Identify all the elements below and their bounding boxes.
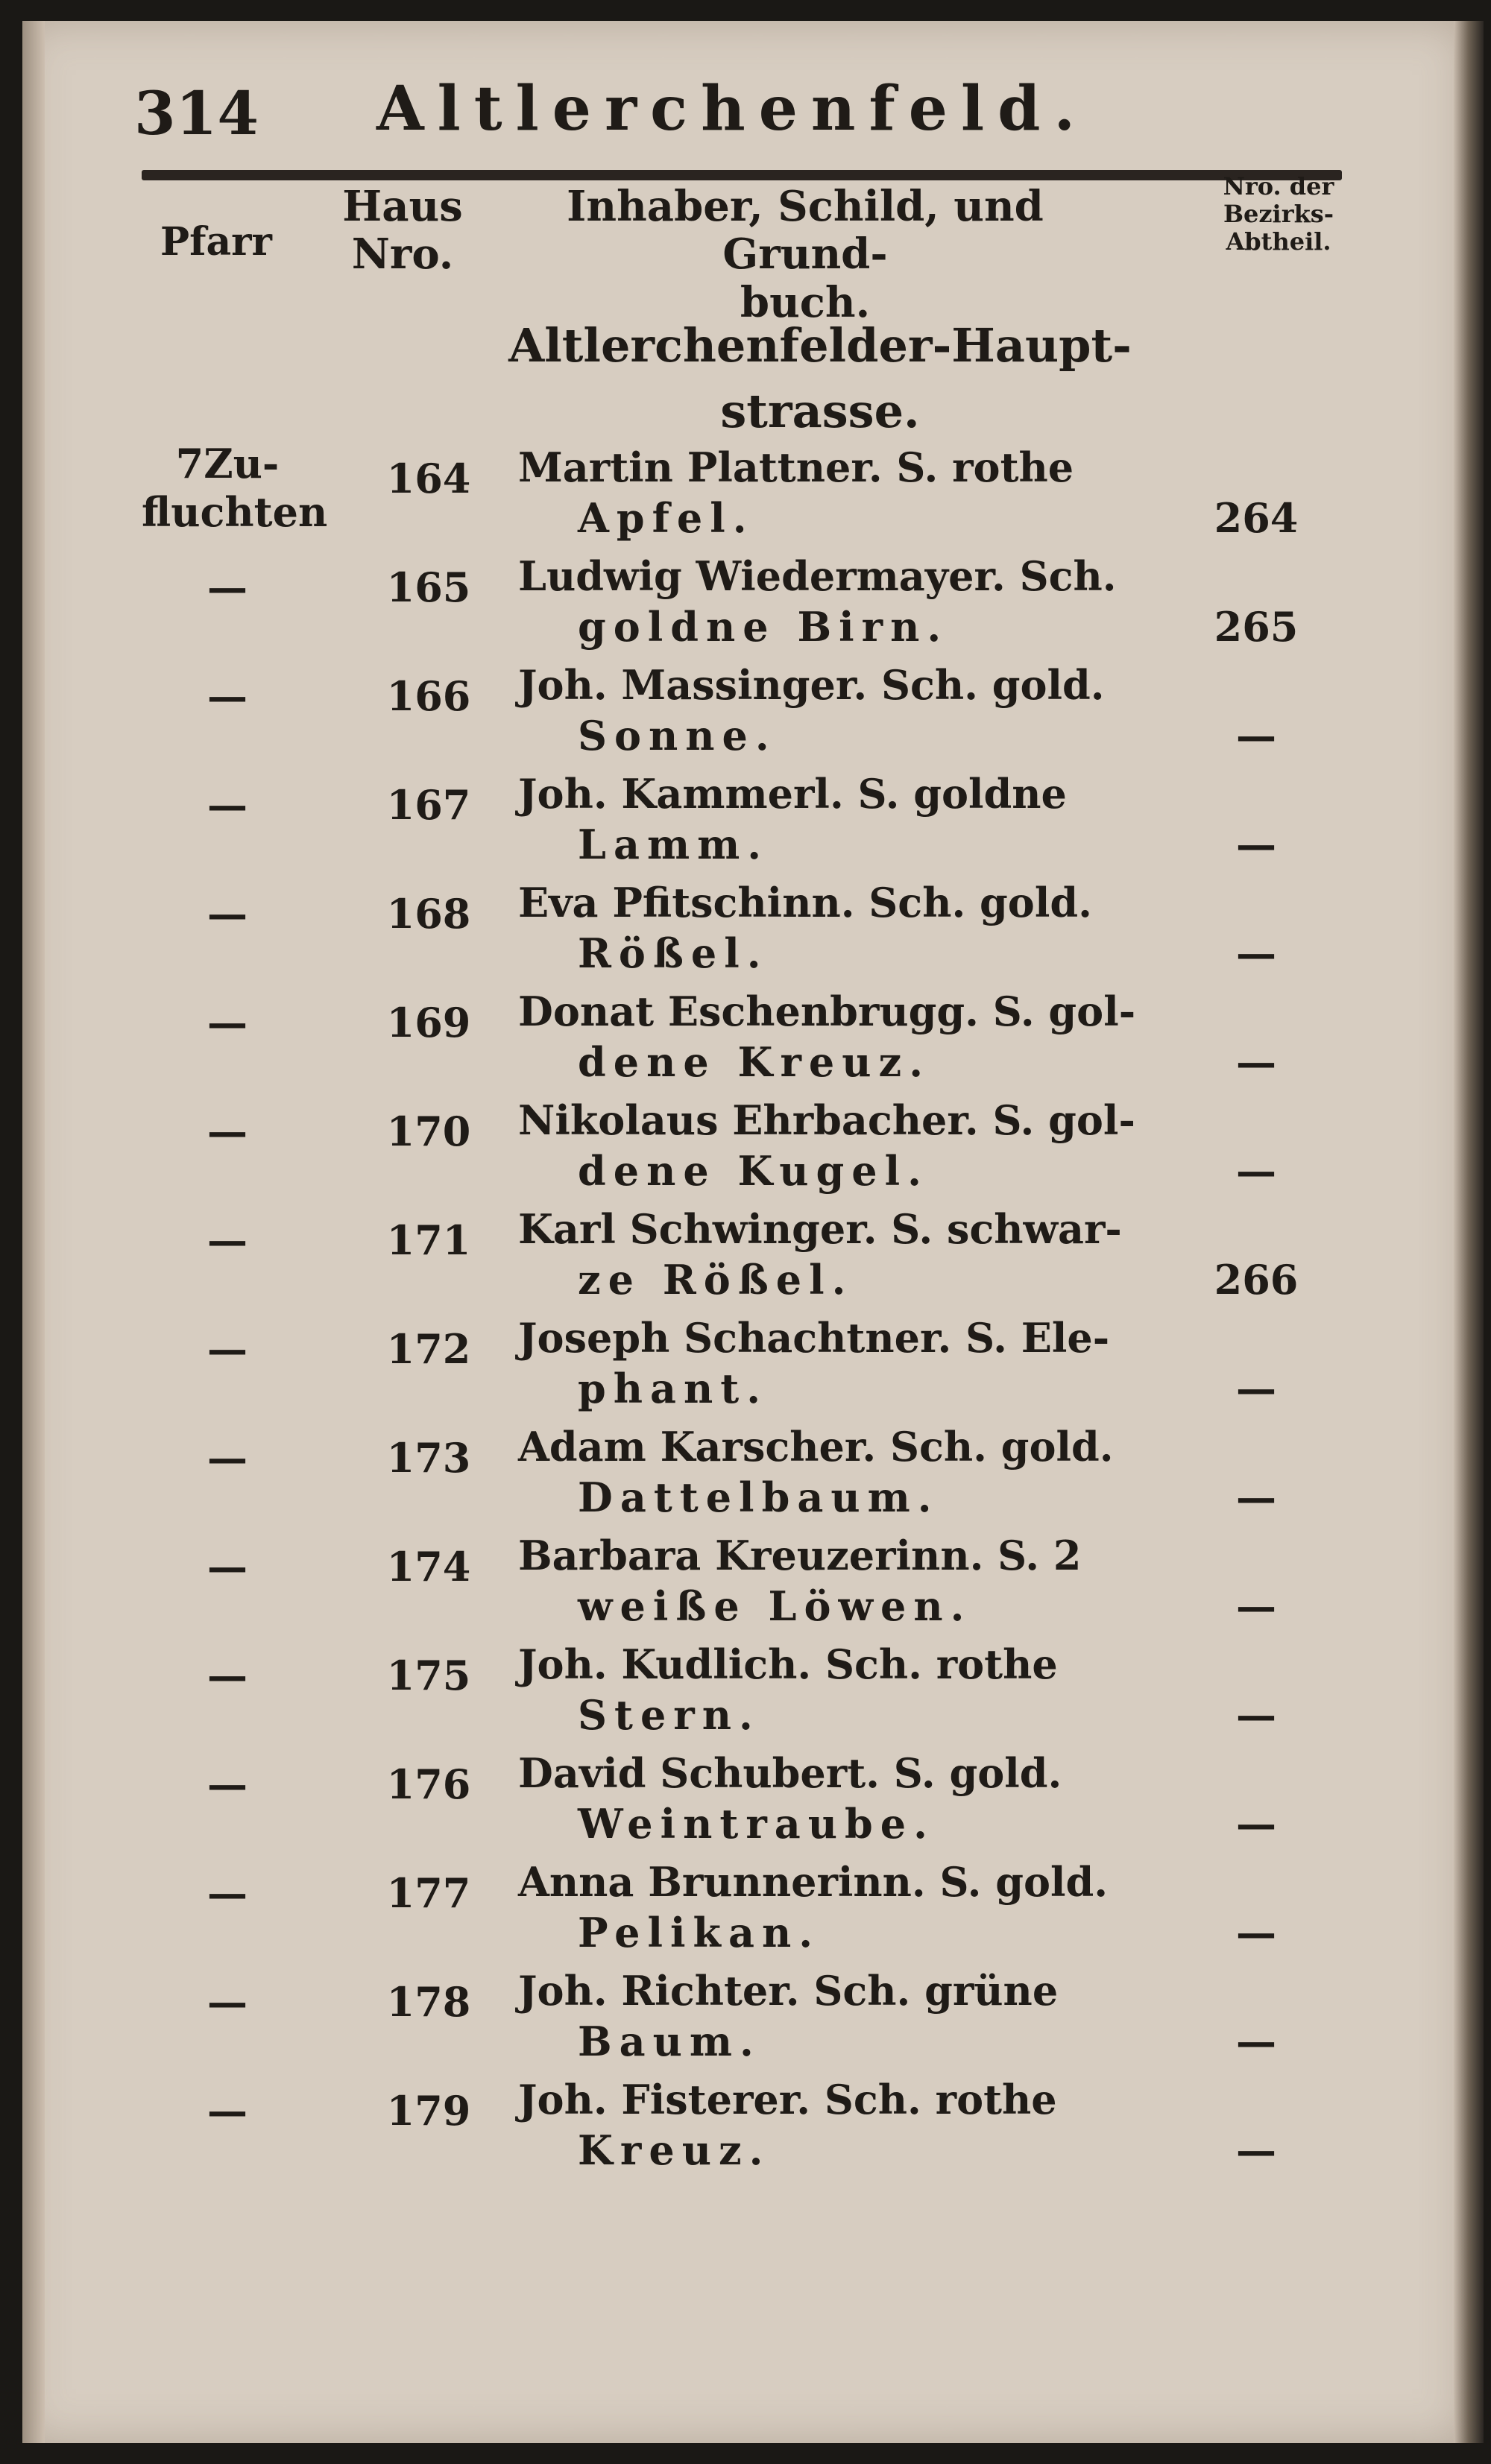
street-heading: Altlerchenfelder-Haupt- strasse.	[508, 318, 1132, 439]
house-number: 164	[386, 455, 471, 502]
entry-owner-line: Adam Karscher. Sch. gold.	[518, 1423, 1114, 1470]
entry-sign-line: Pelikan.	[578, 1909, 821, 1956]
house-number: 178	[386, 1978, 471, 2026]
column-header-inhaber: Inhaber, Schild, und Grund- buch.	[567, 182, 1044, 327]
pfarr-cell: —	[207, 1760, 248, 1808]
pfarr-cell: —	[207, 1216, 248, 1264]
column-header-pfarr: Pfarr	[160, 219, 272, 265]
entry-sign-line: Rößel.	[578, 929, 769, 977]
entry-owner-line: Ludwig Wiedermayer. Sch.	[518, 552, 1117, 600]
abtheilung-number: —	[1236, 712, 1276, 759]
house-number: 179	[386, 2087, 471, 2135]
pfarr-cell: —	[207, 999, 248, 1046]
table-row	[0, 440, 1443, 552]
table-row	[0, 1640, 1443, 1749]
house-number: 169	[386, 999, 471, 1046]
entry-owner-line: Anna Brunnerinn. S. gold.	[518, 1858, 1109, 1906]
table-row	[0, 661, 1443, 770]
house-number: 176	[386, 1760, 471, 1808]
abtheilung-number: —	[1236, 929, 1276, 977]
entry-sign-line: dene Kreuz.	[578, 1038, 930, 1086]
entry-owner-line: Joh. Kudlich. Sch. rothe	[518, 1640, 1058, 1688]
abtheilung-number: 266	[1214, 1256, 1299, 1304]
column-header-haus: Haus Nro.	[342, 182, 463, 279]
entry-owner-line: Nikolaus Ehrbacher. S. gol-	[518, 1096, 1135, 1144]
pfarr-cell: —	[207, 1434, 248, 1482]
abtheilung-number: —	[1236, 1038, 1276, 1086]
pfarr-cell: —	[207, 672, 248, 720]
entry-sign-line: dene Kugel.	[578, 1147, 929, 1195]
pfarr-cell: —	[207, 563, 248, 611]
abtheilung-number: —	[1236, 2018, 1276, 2065]
running-title: Altlerchenfeld.	[376, 73, 1088, 145]
entry-sign-line: Kreuz.	[578, 2126, 771, 2174]
house-number: 166	[386, 672, 471, 720]
page-number: 314	[134, 78, 259, 148]
abtheilung-number: 264	[1214, 494, 1299, 542]
abtheilung-number: —	[1236, 2126, 1276, 2174]
abtheilung-number: 265	[1214, 603, 1299, 651]
house-number: 167	[386, 781, 471, 829]
table-row	[0, 1858, 1443, 1967]
pfarr-cell: —	[207, 1869, 248, 1917]
pfarr-cell: —	[207, 1108, 248, 1155]
abtheilung-number: —	[1236, 1473, 1276, 1521]
entry-owner-line: Joh. Massinger. Sch. gold.	[518, 661, 1105, 709]
entry-owner-line: Barbara Kreuzerinn. S. 2	[518, 1532, 1082, 1579]
entry-owner-line: Joh. Fisterer. Sch. rothe	[518, 2076, 1057, 2123]
entry-sign-line: Baum.	[578, 2018, 761, 2065]
table-row	[0, 879, 1443, 988]
house-number: 174	[386, 1543, 471, 1590]
pfarr-cell: —	[207, 1543, 248, 1590]
page-fore-edge	[1454, 21, 1484, 2443]
entry-sign-line: Weintraube.	[578, 1800, 935, 1848]
pfarr-cell: —	[207, 781, 248, 829]
entry-owner-line: Martin Plattner. S. rothe	[518, 443, 1074, 491]
table-row	[0, 1423, 1443, 1532]
pfarr-cell: —	[207, 890, 248, 938]
table-row	[0, 1532, 1443, 1640]
entry-sign-line: Lamm.	[578, 821, 769, 868]
entry-sign-line: Dattelbaum.	[578, 1473, 939, 1521]
table-row	[0, 1205, 1443, 1314]
house-number: 173	[386, 1434, 471, 1482]
table-row	[0, 1749, 1443, 1858]
entry-sign-line: Apfel.	[578, 494, 754, 542]
entry-sign-line: Stern.	[578, 1691, 760, 1739]
entry-owner-line: David Schubert. S. gold.	[518, 1749, 1062, 1797]
entry-owner-line: Eva Pfitschinn. Sch. gold.	[518, 879, 1092, 926]
entry-owner-line: Karl Schwinger. S. schwar-	[518, 1205, 1122, 1253]
entry-sign-line: goldne Birn.	[578, 603, 949, 651]
house-number: 175	[386, 1652, 471, 1699]
abtheilung-number: —	[1236, 1365, 1276, 1412]
table-row	[0, 988, 1443, 1096]
entry-owner-line: Joseph Schachtner. S. Ele-	[518, 1314, 1110, 1362]
table-row	[0, 1967, 1443, 2076]
abtheilung-number: —	[1236, 821, 1276, 868]
house-number: 171	[386, 1216, 471, 1264]
entry-sign-line: phant.	[578, 1365, 769, 1412]
column-header-abtheilung: Nro. der Bezirks- Abtheil.	[1223, 172, 1334, 256]
table-row	[0, 770, 1443, 879]
pfarr-cell: —	[207, 1652, 248, 1699]
abtheilung-number: —	[1236, 1147, 1276, 1195]
entry-owner-line: Donat Eschenbrugg. S. gol-	[518, 988, 1136, 1035]
abtheilung-number: —	[1236, 1800, 1276, 1848]
pfarr-cell: —	[207, 1325, 248, 1373]
table-row	[0, 1096, 1443, 1205]
table-row	[0, 2076, 1443, 2185]
pfarr-cell: —	[207, 1978, 248, 2026]
house-number: 165	[386, 563, 471, 611]
entry-sign-line: weiße Löwen.	[578, 1582, 972, 1630]
house-number: 172	[386, 1325, 471, 1373]
abtheilung-number: —	[1236, 1691, 1276, 1739]
pfarr-cell: —	[207, 2087, 248, 2135]
house-number: 170	[386, 1108, 471, 1155]
abtheilung-number: —	[1236, 1909, 1276, 1956]
entry-sign-line: ze Rößel.	[578, 1256, 854, 1304]
house-number: 177	[386, 1869, 471, 1917]
table-row	[0, 552, 1443, 661]
entry-owner-line: Joh. Richter. Sch. grüne	[518, 1967, 1059, 2015]
entry-sign-line: Sonne.	[578, 712, 777, 759]
pfarr-cell: 7Zu- fluchten	[142, 440, 328, 536]
house-number: 168	[386, 890, 471, 938]
table-row	[0, 1314, 1443, 1423]
header-rule	[142, 170, 1342, 180]
entry-owner-line: Joh. Kammerl. S. goldne	[518, 770, 1067, 818]
abtheilung-number: —	[1236, 1582, 1276, 1630]
